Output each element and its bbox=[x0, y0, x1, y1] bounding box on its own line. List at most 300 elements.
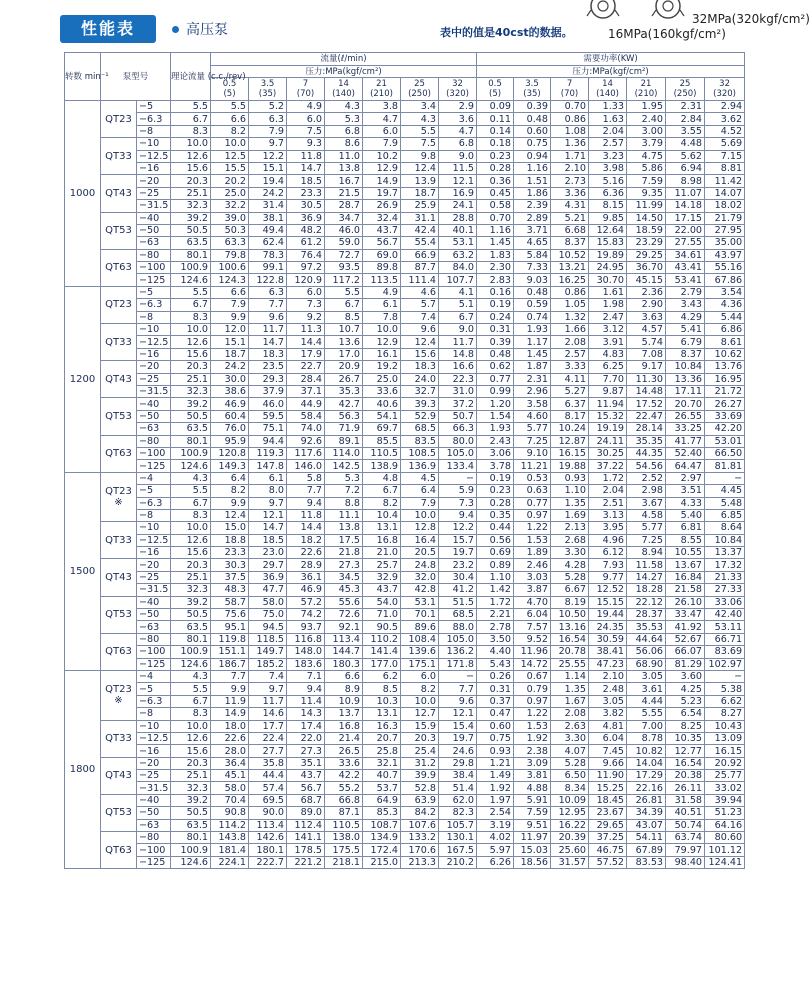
power-cell: 11.99 bbox=[627, 200, 666, 212]
size-cell: −20 bbox=[137, 757, 171, 769]
flow-cell: 26.9 bbox=[363, 200, 401, 212]
displacement-cell: 50.5 bbox=[171, 807, 211, 819]
flow-cell: 50.3 bbox=[211, 224, 249, 236]
power-cell: 2.04 bbox=[589, 125, 627, 137]
model-cell bbox=[101, 101, 137, 138]
flow-cell: 42.7 bbox=[325, 398, 363, 410]
model-name: QT23 bbox=[105, 486, 132, 497]
size-cell: −80 bbox=[137, 249, 171, 261]
size-cell: −50 bbox=[137, 410, 171, 422]
power-cell: 1.92 bbox=[514, 732, 551, 744]
flow-cell: 90.0 bbox=[249, 807, 287, 819]
flow-cell: 10.0 bbox=[401, 509, 439, 521]
flow-cell: 16.3 bbox=[363, 720, 401, 732]
size-cell: −25 bbox=[137, 770, 171, 782]
flow-cell: 113.5 bbox=[363, 274, 401, 286]
power-cell: 2.96 bbox=[514, 385, 551, 397]
power-cell: 31.58 bbox=[666, 794, 705, 806]
flow-cell: 13.1 bbox=[363, 522, 401, 534]
displacement-cell: 39.2 bbox=[171, 212, 211, 224]
power-cell: 18.02 bbox=[705, 200, 745, 212]
flow-cell: 6.1 bbox=[363, 299, 401, 311]
table-row bbox=[65, 224, 745, 236]
power-cell: 11.97 bbox=[514, 832, 551, 844]
displacement-cell: 124.6 bbox=[171, 274, 211, 286]
table-row bbox=[65, 621, 745, 633]
flow-cell: 10.4 bbox=[363, 509, 401, 521]
flow-cell: 28.0 bbox=[211, 745, 249, 757]
power-cell: 1.92 bbox=[477, 782, 514, 794]
flow-cell: 12.9 bbox=[363, 336, 401, 348]
displacement-cell: 5.5 bbox=[171, 485, 211, 497]
bullet-dot-icon bbox=[172, 26, 179, 33]
flow-cell: 16.9 bbox=[439, 187, 477, 199]
displacement-cell: 15.6 bbox=[171, 547, 211, 559]
power-cell: 1.89 bbox=[514, 547, 551, 559]
model-name: QT33 bbox=[105, 534, 132, 546]
power-cell: 9.77 bbox=[589, 571, 627, 583]
power-cell: 9.03 bbox=[514, 274, 551, 286]
size-cell: −100 bbox=[137, 646, 171, 658]
flow-cell: 4.3 bbox=[325, 101, 363, 113]
power-cell: 0.47 bbox=[477, 708, 514, 720]
flow-cell: 93.7 bbox=[287, 621, 325, 633]
power-cell: 1.45 bbox=[514, 348, 551, 360]
flow-cell: 5.3 bbox=[325, 113, 363, 125]
displacement-cell: 6.7 bbox=[171, 113, 211, 125]
power-cell: 20.39 bbox=[551, 832, 589, 844]
flow-cell: 54.0 bbox=[363, 596, 401, 608]
flow-cell: 7.5 bbox=[287, 125, 325, 137]
power-cell: 2.39 bbox=[514, 200, 551, 212]
flow-cell: 28.9 bbox=[287, 559, 325, 571]
flow-cell: 107.7 bbox=[439, 274, 477, 286]
model-name: QT63 bbox=[105, 844, 132, 856]
power-cell: 6.36 bbox=[589, 187, 627, 199]
power-cell: 57.52 bbox=[589, 856, 627, 868]
table-row bbox=[65, 596, 745, 608]
power-cell: 1.21 bbox=[477, 757, 514, 769]
flow-cell: 148.0 bbox=[287, 646, 325, 658]
flow-cell: 94.4 bbox=[249, 435, 287, 447]
power-cell: 1.98 bbox=[589, 299, 627, 311]
power-cell: 3.95 bbox=[589, 522, 627, 534]
flow-cell: 142.5 bbox=[325, 460, 363, 472]
power-cell: 2.13 bbox=[551, 522, 589, 534]
flow-cell: 20.5 bbox=[401, 547, 439, 559]
model-name: QT23 bbox=[105, 113, 132, 125]
flow-cell: 46.9 bbox=[287, 584, 325, 596]
power-cell: 1.72 bbox=[477, 596, 514, 608]
flow-cell: 9.2 bbox=[287, 311, 325, 323]
power-cell: 11.07 bbox=[666, 187, 705, 199]
flow-cell: 118.5 bbox=[249, 633, 287, 645]
power-cell: 28.37 bbox=[627, 609, 666, 621]
flow-cell: 119.8 bbox=[211, 633, 249, 645]
displacement-cell: 20.3 bbox=[171, 757, 211, 769]
model-cell bbox=[101, 286, 137, 323]
flow-cell: 180.3 bbox=[325, 658, 363, 670]
power-cell: 20.78 bbox=[551, 646, 589, 658]
flow-cell: 33.6 bbox=[363, 385, 401, 397]
power-cell: 1.63 bbox=[589, 113, 627, 125]
displacement-cell: 20.3 bbox=[171, 361, 211, 373]
flow-cell: 89.8 bbox=[363, 262, 401, 274]
table-row bbox=[65, 633, 745, 645]
flow-cell: 21.4 bbox=[325, 732, 363, 744]
flow-cell: 10.0 bbox=[401, 695, 439, 707]
model-name: QT33 bbox=[105, 150, 132, 162]
pressure-kgf: (320) bbox=[446, 89, 469, 99]
power-cell: 80.60 bbox=[705, 832, 745, 844]
power-cell: 5.69 bbox=[705, 138, 745, 150]
flow-cell: 32.0 bbox=[401, 571, 439, 583]
power-cell: 11.90 bbox=[589, 770, 627, 782]
table-row bbox=[65, 695, 745, 707]
power-cell: 2.90 bbox=[627, 299, 666, 311]
size-cell: −4 bbox=[137, 670, 171, 682]
power-cell: 35.35 bbox=[627, 435, 666, 447]
power-cell: 14.72 bbox=[514, 658, 551, 670]
size-cell: −63 bbox=[137, 621, 171, 633]
model-name: QT33 bbox=[105, 336, 132, 348]
size-cell: −10 bbox=[137, 720, 171, 732]
flow-cell: 7.9 bbox=[363, 138, 401, 150]
power-cell: 1.16 bbox=[477, 224, 514, 236]
power-cell: 30.25 bbox=[589, 447, 627, 459]
size-cell: −5 bbox=[137, 485, 171, 497]
displacement-cell: 4.3 bbox=[171, 472, 211, 484]
flow-cell: 12.2 bbox=[439, 522, 477, 534]
power-cell: 46.75 bbox=[589, 844, 627, 856]
power-cell: 1.86 bbox=[514, 187, 551, 199]
power-cell: 1.33 bbox=[589, 101, 627, 113]
power-cell: 16.25 bbox=[551, 274, 589, 286]
flow-cell: 17.4 bbox=[287, 720, 325, 732]
flow-cell: 4.8 bbox=[363, 472, 401, 484]
flow-cell: 14.9 bbox=[363, 175, 401, 187]
power-cell: 66.07 bbox=[666, 646, 705, 658]
flow-cell: 45.3 bbox=[325, 584, 363, 596]
flow-cell: 62.0 bbox=[439, 794, 477, 806]
flow-cell: 8.6 bbox=[325, 138, 363, 150]
power-cell: 41.77 bbox=[666, 435, 705, 447]
power-cell: 5.43 bbox=[477, 658, 514, 670]
flow-cell: 181.4 bbox=[211, 844, 249, 856]
power-cell: 2.97 bbox=[666, 472, 705, 484]
power-cell: 2.46 bbox=[514, 559, 551, 571]
flow-cell: 35.8 bbox=[249, 757, 287, 769]
power-cell: 4.48 bbox=[666, 138, 705, 150]
flow-cell: 8.2 bbox=[363, 497, 401, 509]
power-cell: 14.27 bbox=[627, 571, 666, 583]
flow-cell: 11.9 bbox=[211, 695, 249, 707]
flow-cell: 40.1 bbox=[439, 224, 477, 236]
flow-cell: 38.6 bbox=[211, 385, 249, 397]
size-cell: −31.5 bbox=[137, 385, 171, 397]
power-cell: 63.74 bbox=[666, 832, 705, 844]
flow-cell: 6.4 bbox=[401, 485, 439, 497]
flow-cell: 120.9 bbox=[287, 274, 325, 286]
pressure-mpa: 25 bbox=[414, 79, 425, 89]
flow-cell: 90.5 bbox=[363, 621, 401, 633]
flow-cell: 24.8 bbox=[401, 559, 439, 571]
power-cell: 2.21 bbox=[477, 609, 514, 621]
power-cell: 1.53 bbox=[514, 534, 551, 546]
flow-cell: 48.3 bbox=[211, 584, 249, 596]
power-pressure-col bbox=[705, 78, 745, 101]
flow-cell: 31.4 bbox=[249, 200, 287, 212]
table-row bbox=[65, 237, 745, 249]
size-cell: −8 bbox=[137, 708, 171, 720]
displacement-cell: 10.0 bbox=[171, 522, 211, 534]
power-cell: 2.98 bbox=[627, 485, 666, 497]
displacement-cell: 12.6 bbox=[171, 732, 211, 744]
flow-cell: 41.2 bbox=[439, 584, 477, 596]
pressure-kgf: (5) bbox=[223, 89, 236, 99]
power-cell: 4.52 bbox=[705, 125, 745, 137]
flow-cell: 57.2 bbox=[287, 596, 325, 608]
flow-cell: 5.1 bbox=[439, 299, 477, 311]
flow-cell: 107.6 bbox=[401, 819, 439, 831]
power-cell: 52.67 bbox=[666, 633, 705, 645]
displacement-cell: 25.1 bbox=[171, 770, 211, 782]
flow-cell: 60.4 bbox=[211, 410, 249, 422]
power-cell: 53.41 bbox=[666, 274, 705, 286]
power-cell: 8.61 bbox=[705, 336, 745, 348]
flow-cell: 19.7 bbox=[439, 732, 477, 744]
power-cell: 2.08 bbox=[551, 708, 589, 720]
flow-cell: 12.9 bbox=[363, 162, 401, 174]
flow-cell: 71.0 bbox=[363, 609, 401, 621]
flow-cell: 224.1 bbox=[211, 856, 249, 868]
flow-cell: 172.4 bbox=[363, 844, 401, 856]
power-cell: 5.23 bbox=[666, 695, 705, 707]
flow-cell: 30.0 bbox=[211, 373, 249, 385]
flow-cell: 49.4 bbox=[249, 224, 287, 236]
flow-cell: 11.7 bbox=[249, 695, 287, 707]
flow-cell: 27.7 bbox=[249, 745, 287, 757]
size-cell: −5 bbox=[137, 683, 171, 695]
table-row bbox=[65, 262, 745, 274]
model-cell bbox=[101, 249, 137, 286]
flow-cell: 54.1 bbox=[363, 410, 401, 422]
flow-cell: 8.2 bbox=[401, 683, 439, 695]
model-name: QT43 bbox=[105, 373, 132, 385]
flow-cell: 112.4 bbox=[287, 819, 325, 831]
table-row bbox=[65, 447, 745, 459]
pressure-kgf: (250) bbox=[408, 89, 431, 99]
flow-cell: 7.9 bbox=[211, 299, 249, 311]
power-cell: 10.09 bbox=[551, 794, 589, 806]
power-cell: 14.18 bbox=[666, 200, 705, 212]
power-cell: 0.28 bbox=[477, 497, 514, 509]
flow-cell: 53.1 bbox=[401, 596, 439, 608]
power-cell: 8.25 bbox=[666, 720, 705, 732]
power-cell: 3.19 bbox=[477, 819, 514, 831]
flow-cell: 47.7 bbox=[249, 584, 287, 596]
page-header bbox=[0, 0, 810, 50]
flow-cell: 51.5 bbox=[439, 596, 477, 608]
displacement-cell: 20.3 bbox=[171, 175, 211, 187]
power-cell: 39.94 bbox=[705, 794, 745, 806]
power-cell: 16.95 bbox=[705, 373, 745, 385]
size-cell: −80 bbox=[137, 435, 171, 447]
power-cell: 8.37 bbox=[666, 348, 705, 360]
power-cell: 35.00 bbox=[705, 237, 745, 249]
flow-cell: 7.5 bbox=[401, 138, 439, 150]
power-cell: 0.23 bbox=[477, 485, 514, 497]
size-cell: −16 bbox=[137, 547, 171, 559]
power-cell: 3.09 bbox=[514, 757, 551, 769]
flow-cell: 9.4 bbox=[287, 683, 325, 695]
flow-cell: 8.2 bbox=[211, 485, 249, 497]
size-cell: −8 bbox=[137, 125, 171, 137]
power-cell: 6.67 bbox=[551, 584, 589, 596]
power-cell: 18.56 bbox=[514, 856, 551, 868]
power-cell: 0.37 bbox=[477, 695, 514, 707]
flow-cell: 7.3 bbox=[439, 497, 477, 509]
flow-cell: 22.6 bbox=[211, 732, 249, 744]
flow-cell: 108.7 bbox=[363, 819, 401, 831]
flow-cell: 149.3 bbox=[211, 460, 249, 472]
power-cell: 0.75 bbox=[477, 732, 514, 744]
model-name: QT63 bbox=[105, 448, 132, 460]
power-cell: 3.50 bbox=[477, 633, 514, 645]
power-cell: 15.83 bbox=[589, 237, 627, 249]
table-row bbox=[65, 385, 745, 397]
flow-cell: 93.5 bbox=[325, 262, 363, 274]
flow-cell: 28.4 bbox=[287, 373, 325, 385]
flow-cell: 59.0 bbox=[325, 237, 363, 249]
flow-cell: 25.8 bbox=[363, 745, 401, 757]
flow-cell: 8.5 bbox=[363, 683, 401, 695]
displacement-cell: 32.3 bbox=[171, 385, 211, 397]
flow-cell: 58.0 bbox=[249, 596, 287, 608]
power-cell: 8.15 bbox=[589, 200, 627, 212]
flow-cell: 58.0 bbox=[211, 782, 249, 794]
power-cell: 15.25 bbox=[589, 782, 627, 794]
power-cell: 19.44 bbox=[589, 609, 627, 621]
displacement-cell: 10.0 bbox=[171, 138, 211, 150]
power-cell: 0.77 bbox=[477, 373, 514, 385]
flow-cell: 75.6 bbox=[211, 609, 249, 621]
flow-cell: 18.5 bbox=[249, 534, 287, 546]
flow-cell: 13.8 bbox=[325, 522, 363, 534]
power-cell: 0.19 bbox=[477, 299, 514, 311]
flow-cell: 142.6 bbox=[249, 832, 287, 844]
power-cell: 18.59 bbox=[627, 224, 666, 236]
flow-cell: 95.1 bbox=[211, 621, 249, 633]
power-cell: 5.77 bbox=[627, 522, 666, 534]
power-cell: 11.21 bbox=[514, 460, 551, 472]
flow-cell: 20.7 bbox=[363, 732, 401, 744]
power-cell: 5.40 bbox=[666, 509, 705, 521]
power-cell: 14.50 bbox=[627, 212, 666, 224]
power-cell: 44.35 bbox=[627, 447, 666, 459]
size-cell: −8 bbox=[137, 311, 171, 323]
flow-cell: 94.5 bbox=[249, 621, 287, 633]
flow-cell: 23.5 bbox=[249, 361, 287, 373]
power-cell: 3.03 bbox=[514, 571, 551, 583]
power-cell: 7.25 bbox=[627, 534, 666, 546]
table-row bbox=[65, 683, 745, 695]
power-cell: 0.77 bbox=[514, 497, 551, 509]
power-cell: 5.62 bbox=[666, 150, 705, 162]
displacement-cell: 25.1 bbox=[171, 571, 211, 583]
power-cell: 17.29 bbox=[627, 770, 666, 782]
flow-cell: 4.9 bbox=[287, 101, 325, 113]
power-cell: 68.90 bbox=[627, 658, 666, 670]
gear-icon bbox=[650, 0, 686, 22]
table-row bbox=[65, 398, 745, 410]
power-cell: 4.28 bbox=[551, 559, 589, 571]
power-cell: 4.25 bbox=[666, 683, 705, 695]
pressure-label-mid: 16MPa(160kgf/cm²) bbox=[608, 27, 726, 41]
flow-cell: 18.5 bbox=[287, 175, 325, 187]
size-cell: −12.5 bbox=[137, 150, 171, 162]
displacement-cell: 15.6 bbox=[171, 348, 211, 360]
power-cell: 3.79 bbox=[627, 138, 666, 150]
table-row bbox=[65, 534, 745, 546]
power-cell: 0.58 bbox=[477, 200, 514, 212]
flow-cell: 26.5 bbox=[325, 745, 363, 757]
power-cell: 0.11 bbox=[477, 113, 514, 125]
flow-cell: 20.3 bbox=[401, 732, 439, 744]
flow-cell: 16.6 bbox=[439, 361, 477, 373]
flow-cell: 6.2 bbox=[363, 670, 401, 682]
model-name: QT53 bbox=[105, 609, 132, 621]
flow-cell: 53.1 bbox=[439, 237, 477, 249]
flow-cell: 32.1 bbox=[363, 757, 401, 769]
flow-cell: 24.1 bbox=[439, 200, 477, 212]
size-cell: −125 bbox=[137, 274, 171, 286]
flow-cell: 175.5 bbox=[325, 844, 363, 856]
power-cell: 7.00 bbox=[627, 720, 666, 732]
table-row bbox=[65, 175, 745, 187]
flow-cell: 5.5 bbox=[401, 125, 439, 137]
displacement-cell: 50.5 bbox=[171, 609, 211, 621]
flow-cell: 14.3 bbox=[287, 708, 325, 720]
power-cell: 4.57 bbox=[627, 324, 666, 336]
table-row bbox=[65, 670, 745, 682]
power-cell: 0.26 bbox=[477, 670, 514, 682]
power-cell: 3.82 bbox=[589, 708, 627, 720]
flow-cell: 39.0 bbox=[211, 212, 249, 224]
flow-cell: 20.9 bbox=[325, 361, 363, 373]
power-cell: 0.23 bbox=[477, 150, 514, 162]
flow-cell: 7.7 bbox=[249, 299, 287, 311]
power-cell: 1.72 bbox=[589, 472, 627, 484]
power-cell: 0.60 bbox=[477, 720, 514, 732]
power-cell: 3.61 bbox=[627, 683, 666, 695]
pressure-mpa: 32 bbox=[719, 79, 730, 89]
size-cell: −125 bbox=[137, 460, 171, 472]
flow-cell: 113.4 bbox=[249, 819, 287, 831]
table-row bbox=[65, 757, 745, 769]
power-cell: 17.11 bbox=[666, 385, 705, 397]
power-cell: 4.75 bbox=[627, 150, 666, 162]
flow-cell: 9.7 bbox=[249, 138, 287, 150]
power-cell: 9.51 bbox=[514, 819, 551, 831]
flow-cell: 6.8 bbox=[325, 125, 363, 137]
power-cell: 16.15 bbox=[551, 447, 589, 459]
flow-cell: 21.0 bbox=[363, 547, 401, 559]
flow-cell: 57.4 bbox=[249, 782, 287, 794]
power-cell: 4.44 bbox=[627, 695, 666, 707]
flow-cell: 120.8 bbox=[211, 447, 249, 459]
flow-cell: 12.1 bbox=[439, 708, 477, 720]
